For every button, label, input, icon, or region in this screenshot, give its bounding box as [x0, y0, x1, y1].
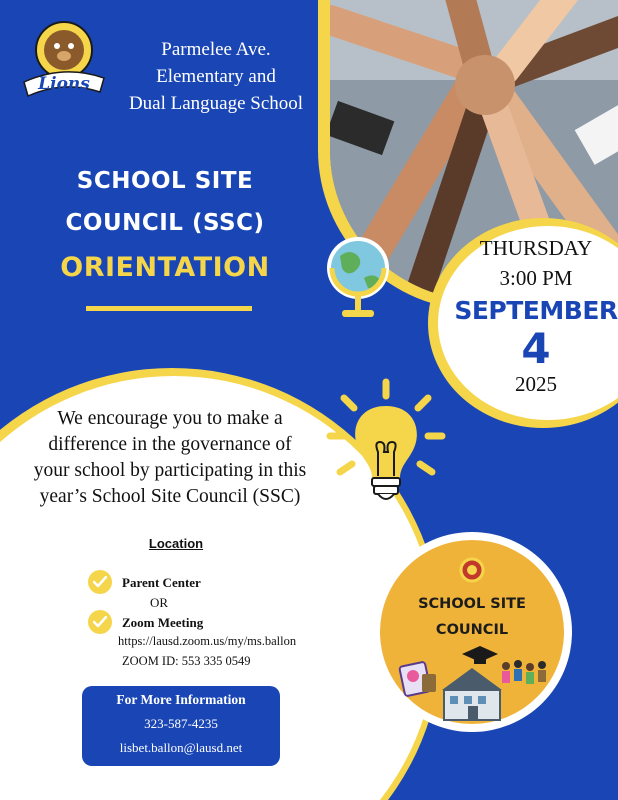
event-time: 3:00 PM — [499, 266, 573, 290]
title-orientation: ORIENTATION — [60, 252, 270, 283]
event-day: THURSDAY — [479, 236, 593, 260]
lightbulb-icon — [326, 376, 446, 516]
school-name — [116, 36, 316, 117]
checklist-icon — [399, 662, 436, 697]
graduation-cap-icon — [462, 646, 498, 664]
school-name-line2: Elementary and — [156, 66, 276, 87]
contact-email[interactable]: lisbet.ballon@lausd.net — [119, 740, 243, 755]
zoom-link[interactable]: https://lausd.zoom.us/my/ms.ballon — [118, 634, 297, 648]
message-line1: We encourage you to make a — [57, 408, 283, 429]
check-icon — [88, 570, 112, 594]
event-month: SEPTEMBER — [454, 296, 618, 325]
encouragement-message — [10, 406, 330, 510]
message-line3: your school by participating in this — [33, 460, 307, 481]
event-year: 2025 — [515, 372, 557, 396]
message-line4: year’s School Site Council (SSC) — [39, 486, 301, 507]
title-line1: SCHOOL SITE — [76, 168, 254, 194]
school-name-line3: Dual Language School — [128, 93, 304, 114]
ssc-badge-title-line2: COUNCIL — [435, 622, 509, 638]
school-name-line1: Parmelee Ave. — [161, 39, 271, 60]
ssc-badge-title-line1: SCHOOL SITE — [418, 596, 526, 612]
school-building-icon — [442, 668, 502, 720]
event-date: 4 — [521, 324, 551, 373]
location-or: OR — [150, 595, 169, 610]
message-line2: difference in the governance of — [48, 434, 292, 455]
location-parent-center: Parent Center — [122, 575, 201, 590]
check-icon — [88, 610, 112, 634]
logo-text: Lions — [38, 74, 90, 94]
title-underline — [86, 306, 252, 311]
zoom-id: ZOOM ID: 553 335 0549 — [122, 654, 251, 668]
title-line2: COUNCIL (SSC) — [65, 210, 265, 236]
globe-icon — [318, 228, 398, 324]
lions-logo — [20, 20, 106, 98]
location-heading: Location — [148, 536, 204, 551]
people-meeting-icon — [502, 660, 546, 684]
contact-heading: For More Information — [116, 692, 246, 707]
location-zoom-meeting: Zoom Meeting — [122, 615, 204, 630]
contact-phone[interactable]: 323-587-4235 — [144, 716, 218, 731]
